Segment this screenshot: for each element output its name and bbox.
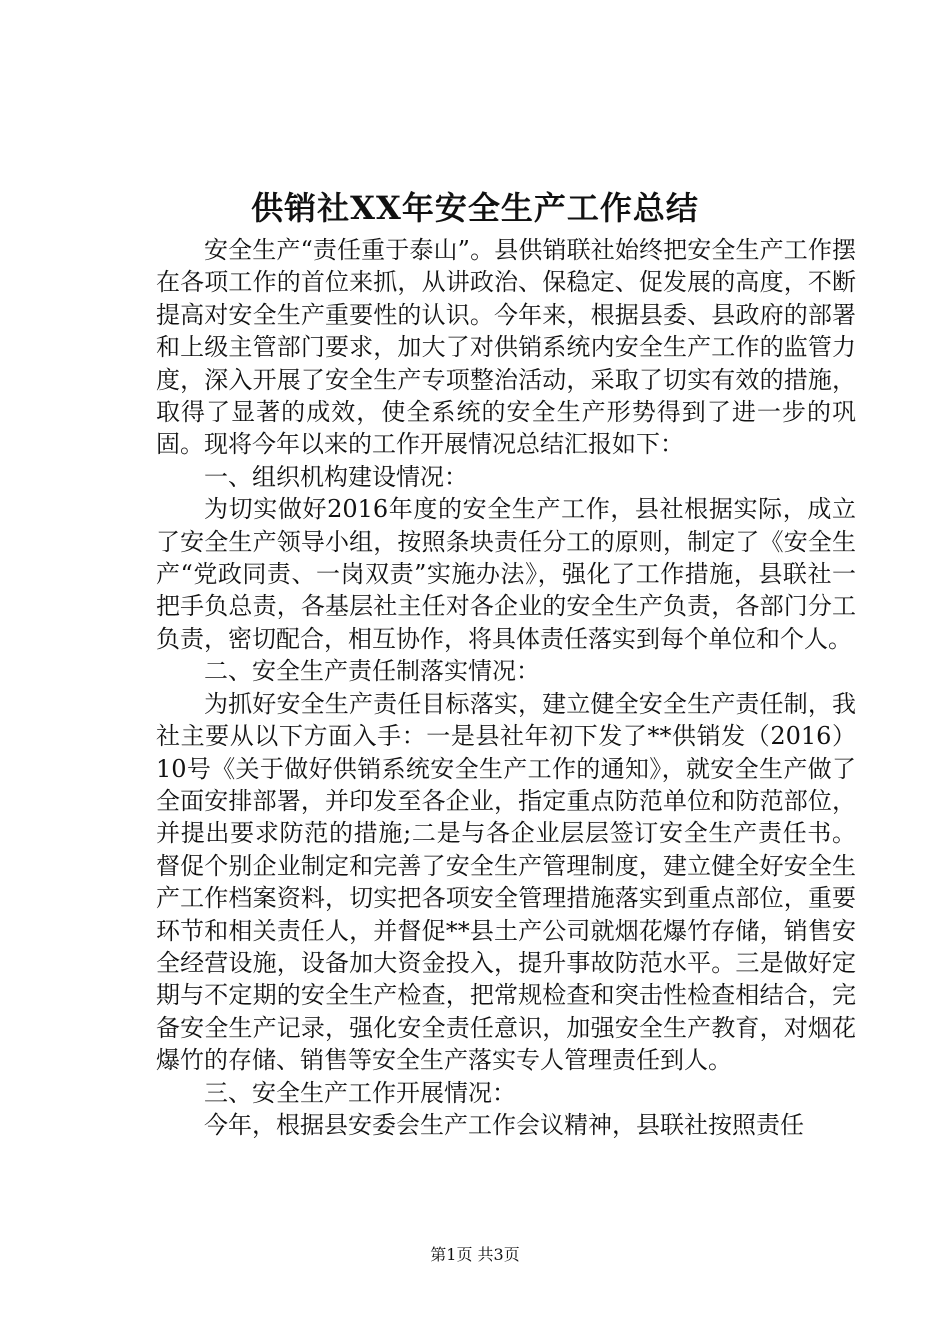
section-3-paragraph: 今年，根据县安委会生产工作会议精神，县联社按照责任 bbox=[204, 1110, 804, 1139]
section-1-paragraph: 为切实做好2016年度的安全生产工作，县社根据实际，成立了安全生产领导小组，按照条块责任分工的原则，制定了《安全生产“党政同责、一岗双责”实施办法》，强化了工作措施，县联社一把手负总责，各基层社主任对各企业的安全生产负责，各部门分工负责，密切配合，相互协作，将具体责任落实到每个单位和个人。 bbox=[156, 495, 856, 653]
section-heading-1: 一、组织机构建设情况： bbox=[204, 462, 468, 491]
document-title: 供销社XX年安全生产工作总结 bbox=[251, 189, 699, 227]
section-2-paragraph: 为抓好安全生产责任目标落实，建立健全安全生产责任制，我社主要从以下方面入手：一是县社年初下发了**供销发（2016）10号《关于做好供销系统安全生产工作的通知》，就安全生产做了全面安排部署，并印发至各企业，指定重点防范单位和防范部位，并提出要求防范的措施;二是与各企业层层签订安全生产责任书。督促个别企业制定和完善了安全生产管理制度，建立健全好安全生产工作档案资料，切实把各项安全管理措施落实到重点部位，重要环节和相关责任人，并督促**县土产公司就烟花爆竹存储，销售安全经营设施，设备加大资金投入，提升事故防范水平。三是做好定期与不定期的安全生产检查，把常规检查和突击性检查相结合，完备安全生产记录，强化安全责任意识，加强安全生产教育，对烟花爆竹的存储、销售等安全生产落实专人管理责任到人。 bbox=[156, 689, 856, 1075]
intro-paragraph: 安全生产“责任重于泰山”。县供销联社始终把安全生产工作摆在各项工作的首位来抓，从讲政治、保稳定、促发展的高度，不断提高对安全生产重要性的认识。今年来，根据县委、县政府的部署和上级主管部门要求，加大了对供销系统内安全生产工作的监管力度，深入开展了安全生产专项整治活动，采取了切实有效的措施，取得了显著的成效，使全系统的安全生产形势得到了进一步的巩固。现将今年以来的工作开展情况总结汇报如下： bbox=[156, 236, 856, 459]
document-body bbox=[156, 234, 856, 1141]
page-footer: 第1页 共3页 bbox=[430, 1245, 520, 1264]
section-heading-2: 二、安全生产责任制落实情况： bbox=[204, 657, 540, 686]
section-heading-3: 三、安全生产工作开展情况： bbox=[204, 1078, 516, 1107]
